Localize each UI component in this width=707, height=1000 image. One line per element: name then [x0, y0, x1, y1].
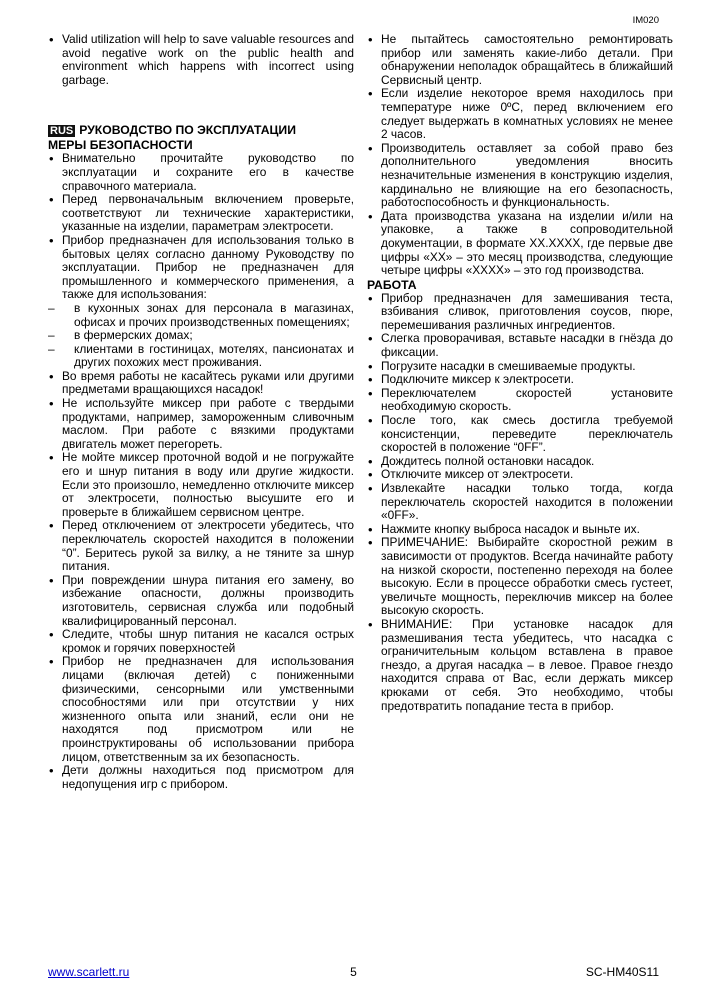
- model-number: SC-HM40S11: [585, 965, 659, 979]
- page-footer: [48, 965, 659, 981]
- safety-list-b: [48, 370, 354, 791]
- list-item: • Не пытайтесь самостоятельно ремонтировать прибор или заменять какие-либо детали. При обнаружении неполадок обращайтесь в ближайший Сервисный центр.: [367, 33, 673, 87]
- page-code: IM020: [632, 15, 659, 26]
- manual-title-text: РУКОВОДСТВО ПО ЭКСПЛУАТАЦИИ: [79, 123, 296, 138]
- dash-item: [48, 329, 354, 343]
- list-item: • Слегка проворачивая, вставьте насадки в гнёзда до фиксации.: [367, 332, 673, 359]
- list-item: • Перед первоначальным включением проверьте, соответствуют ли технические характеристики, указанные на изделии, параметрам электросети.: [48, 193, 354, 234]
- list-item: • Производитель оставляет за собой право без дополнительного уведомления вносить незначительные изменения в конструкцию изделия, кардинально не влияющие на его безопасность, работоспособность и функциональность.: [367, 142, 673, 210]
- list-item: • Переключателем скоростей установите необходимую скорость.: [367, 387, 673, 414]
- list-item: • Отключите миксер от электросети.: [367, 468, 673, 482]
- dash-item: [48, 302, 354, 329]
- safety-list-a: [48, 152, 354, 302]
- list-item: • Следите, чтобы шнур питания не касался острых кромок и горячих поверхностей: [48, 628, 354, 655]
- list-item: • Нажмите кнопку выброса насадок и выньте их.: [367, 523, 673, 537]
- dash-item: [48, 343, 354, 370]
- operation-list: [367, 292, 673, 713]
- right-column: [367, 33, 673, 713]
- safety-list-c: [367, 33, 673, 278]
- safety-title: МЕРЫ БЕЗОПАСНОСТИ: [48, 138, 193, 153]
- list-item: • ПРИМЕЧАНИЕ: Выбирайте скоростной режим в зависимости от продуктов. Всегда начинайте работу на низкой скорости, постепенно переходя на более высокую. Если в процессе обработки смесь густеет, увеличьте мощность, переключив миксер на более высокую скорость.: [367, 536, 673, 618]
- list-item: • Прибор не предназначен для использования лицами (включая детей) с пониженными физическими, сенсорными или умственными способностями или при отсутствии у них жизненного опыта или знаний, если они не находятся под присмотром или не проинструктированы об использовании прибора лицом, ответственным за их безопасность.: [48, 655, 354, 764]
- usage-exclusions-list: [48, 302, 354, 370]
- list-item: • При повреждении шнура питания его замену, во избежание опасности, должны производить изготовитель, сервисная служба или подобный квалифицированный персонал.: [48, 574, 354, 628]
- list-item: • Не мойте миксер проточной водой и не погружайте его и шнур питания в воду или другие жидкости. Если это произошло, немедленно отключите миксер от электросети, полностью высушите его и проверьте в ближайшем сервисном центре.: [48, 451, 354, 519]
- website-link[interactable]: www.scarlett.ru: [48, 965, 130, 979]
- list-item: • Прибор предназначен для замешивания теста, взбивания сливок, приготовления соусов, пюре, перемешивания различных ингредиентов.: [367, 292, 673, 333]
- page-number: 5: [350, 965, 357, 979]
- dash-item-text: – в фермерских домах;: [74, 328, 193, 343]
- list-item: • Дождитесь полной остановки насадок.: [367, 455, 673, 469]
- list-item: • ВНИМАНИЕ: При установке насадок для размешивания теста убедитесь, что насадка с ограничительным кольцом вставлена в правое гнездо, а другая насадка – в левое. Правое гнездо находится справа от Вас, если держать миксер крюками от себя. Это необходимо, чтобы предотвратить попадание теста в прибор.: [367, 618, 673, 713]
- manual-title: [48, 123, 354, 138]
- list-item: • После того, как смесь достигла требуемой консистенции, переведите переключатель скоростей в положение “0FF”.: [367, 414, 673, 455]
- operation-title: РАБОТА: [367, 277, 417, 292]
- list-item: • Извлекайте насадки только тогда, когда переключатель скоростей находится в положении «0FF».: [367, 482, 673, 523]
- list-item: • Дети должны находиться под присмотром для недопущения игр с прибором.: [48, 764, 354, 791]
- list-item: • Дата производства указана на изделии и/или на упаковке, а также в сопроводительной документации, в формате XX.XXXX, где первые две цифры «XX» – это месяц производства, следующие четыре цифры «XXXX» – это год производства.: [367, 210, 673, 278]
- left-column: [48, 33, 354, 791]
- list-item: • Valid utilization will help to save valuable resources and avoid negative work on the public health and environment which happens with incorrect using garbage.: [48, 33, 354, 87]
- list-item: • Погрузите насадки в смешиваемые продукты.: [367, 360, 673, 374]
- list-item: • Подключите миксер к электросети.: [367, 373, 673, 387]
- list-item: • Прибор предназначен для использования только в бытовых целях согласно данному Руководству по эксплуатации. Прибор не предназначен для промышленного и коммерческого применения, а также для использования:: [48, 234, 354, 302]
- list-item: • Перед отключением от электросети убедитесь, что переключатель скоростей находится в положении “0”. Беритесь рукой за вилку, а не тяните за шнур питания.: [48, 519, 354, 573]
- dash-item-text: – в кухонных зонах для персонала в магазинах, офисах и прочих производственных помещениях;: [74, 300, 354, 329]
- language-badge: RUS: [50, 125, 74, 138]
- list-item: • Во время работы не касайтесь руками или другими предметами вращающихся насадок!: [48, 370, 354, 397]
- intro-list: [48, 33, 354, 87]
- list-item: • Не используйте миксер при работе с твердыми продуктами, например, замороженным сливочным маслом. При работе с вязкими продуктами двигатель может перегореть.: [48, 397, 354, 451]
- list-item: • Внимательно прочитайте руководство по эксплуатации и сохраните его в качестве справочного материала.: [48, 152, 354, 193]
- list-item: • Если изделие некоторое время находилось при температуре ниже 0ºC, перед включением его следует выдержать в комнатных условиях не менее 2 часов.: [367, 87, 673, 141]
- dash-item-text: – клиентами в гостиницах, мотелях, пансионатах и других похожих мест проживания.: [74, 341, 354, 370]
- spacer: [48, 87, 354, 120]
